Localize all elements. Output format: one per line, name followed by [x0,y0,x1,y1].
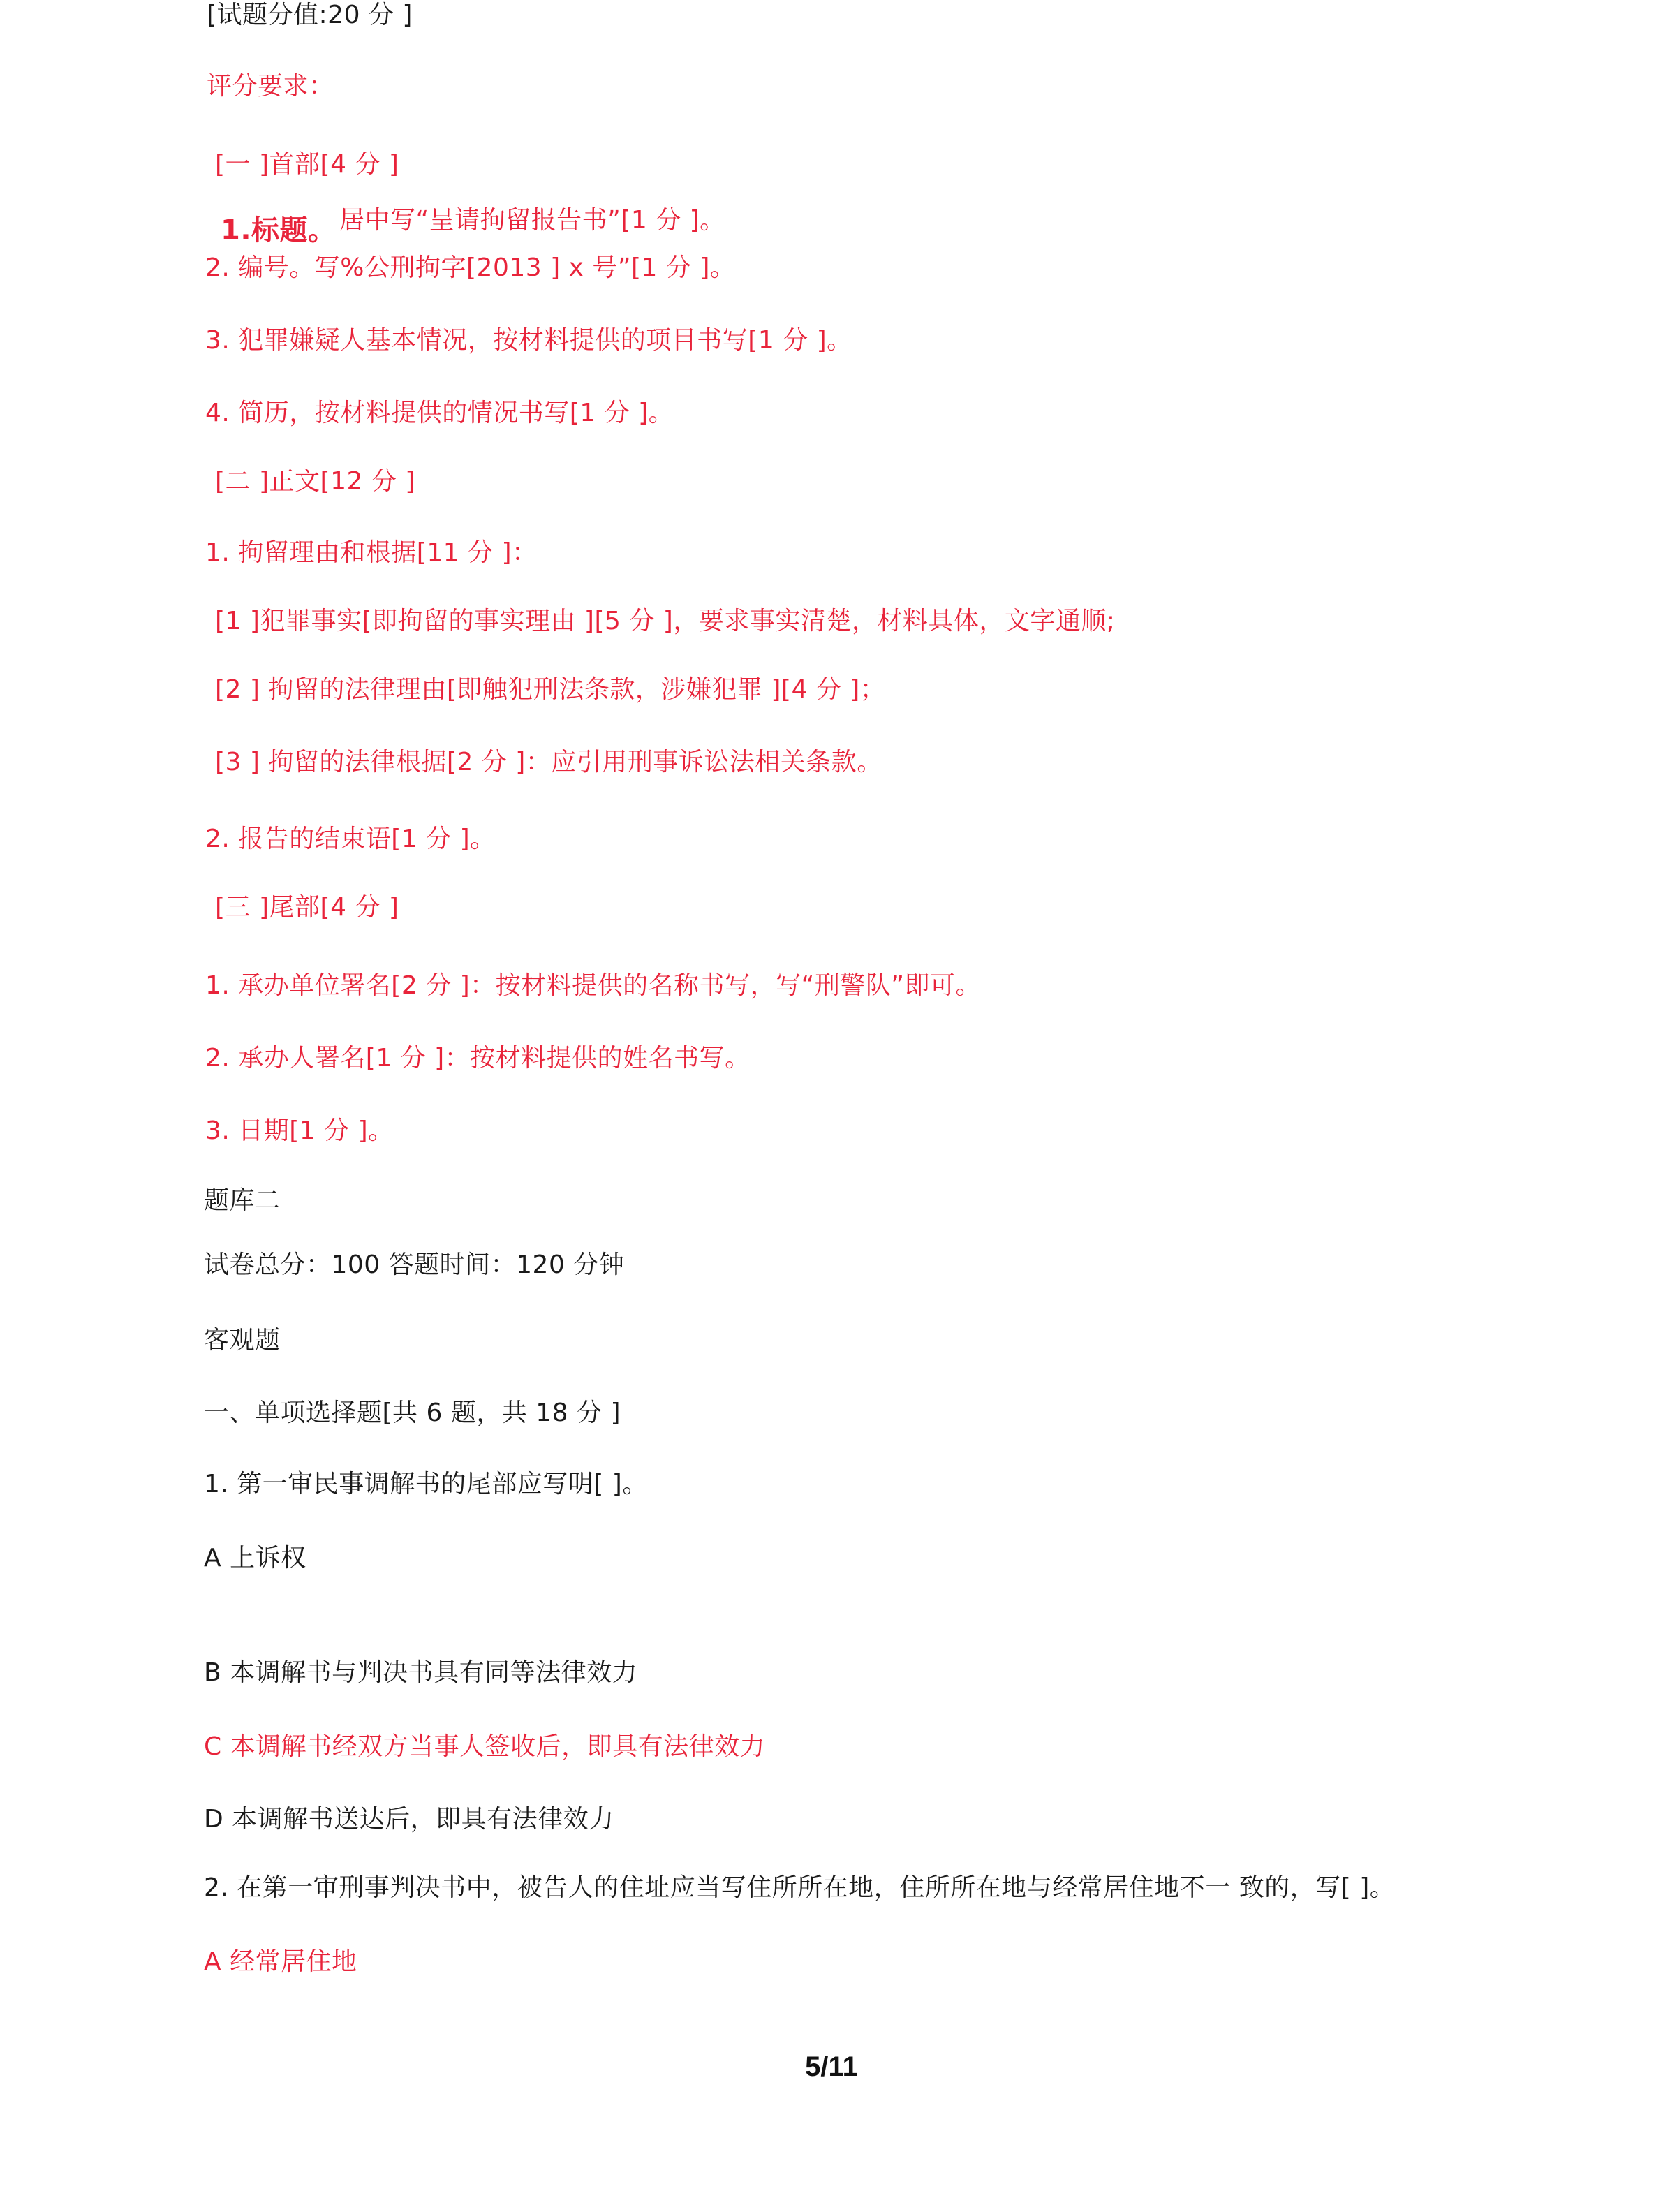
item-reasons: 1. 拘留理由和根据[11 分 ]： [205,538,538,567]
item-number: 2. 编号。写%公刑拘字[2013 ] x 号”[1 分 ]。 [205,253,736,282]
sub-item-2: [2 ] 拘留的法律理由[即触犯刑法条款，涉嫌犯罪 ][4 分 ]； [215,675,886,704]
sub-item-3: [3 ] 拘留的法律根据[2 分 ]：应引用刑事诉讼法相关条款。 [215,748,882,776]
score-value: [试题分值:20 分 ] [207,1,413,29]
item-title-label: 1.标题。 [221,214,337,246]
q1-option-d: D 本调解书送达后，即具有法律效力 [204,1805,614,1834]
grading-requirements: 评分要求： [207,72,334,101]
section-header-2: [二 ]正文[12 分 ] [215,467,415,496]
q1-option-a: A 上诉权 [204,1544,306,1572]
q1-option-c: C 本调解书经双方当事人签收后，即具有法律效力 [204,1732,766,1761]
item-date: 3. 日期[1 分 ]。 [205,1116,394,1145]
exam-meta: 试卷总分：100 答题时间：120 分钟 [204,1251,625,1279]
question-2: 2. 在第一审刑事判决书中，被告人的住址应当写住所所在地，住所所在地与经常居住地不一 致的，写[ ]。 [204,1873,1396,1902]
item-title-text: 居中写“呈请拘留报告书”[1 分 ]。 [339,206,725,235]
objective-heading: 客观题 [204,1326,281,1355]
section-header-1: [一 ]首部[4 分 ] [215,150,399,179]
single-choice-heading: 一、单项选择题[共 6 题，共 18 分 ] [204,1399,621,1427]
item-basic-info: 3. 犯罪嫌疑人基本情况，按材料提供的项目书写[1 分 ]。 [205,326,852,355]
item-closing: 2. 报告的结束语[1 分 ]。 [205,825,496,853]
item-person-signature: 2. 承办人署名[1 分 ]：按材料提供的姓名书写。 [205,1044,751,1072]
q1-option-b: B 本调解书与判决书具有同等法律效力 [204,1658,638,1687]
question-bank-title: 题库二 [204,1186,281,1215]
page-number: 5/11 [805,2051,858,2082]
sub-item-1: [1 ]犯罪事实[即拘留的事实理由 ][5 分 ]，要求事实清楚，材料具体，文字通顺; [215,607,1116,635]
item-resume: 4. 简历，按材料提供的情况书写[1 分 ]。 [205,399,674,427]
item-unit-signature: 1. 承办单位署名[2 分 ]：按材料提供的名称书写，写“刑警队”即可。 [205,971,981,1000]
question-1: 1. 第一审民事调解书的尾部应写明[ ]。 [204,1470,648,1498]
q2-option-a: A 经常居住地 [204,1947,357,1976]
section-header-3: [三 ]尾部[4 分 ] [215,893,399,922]
